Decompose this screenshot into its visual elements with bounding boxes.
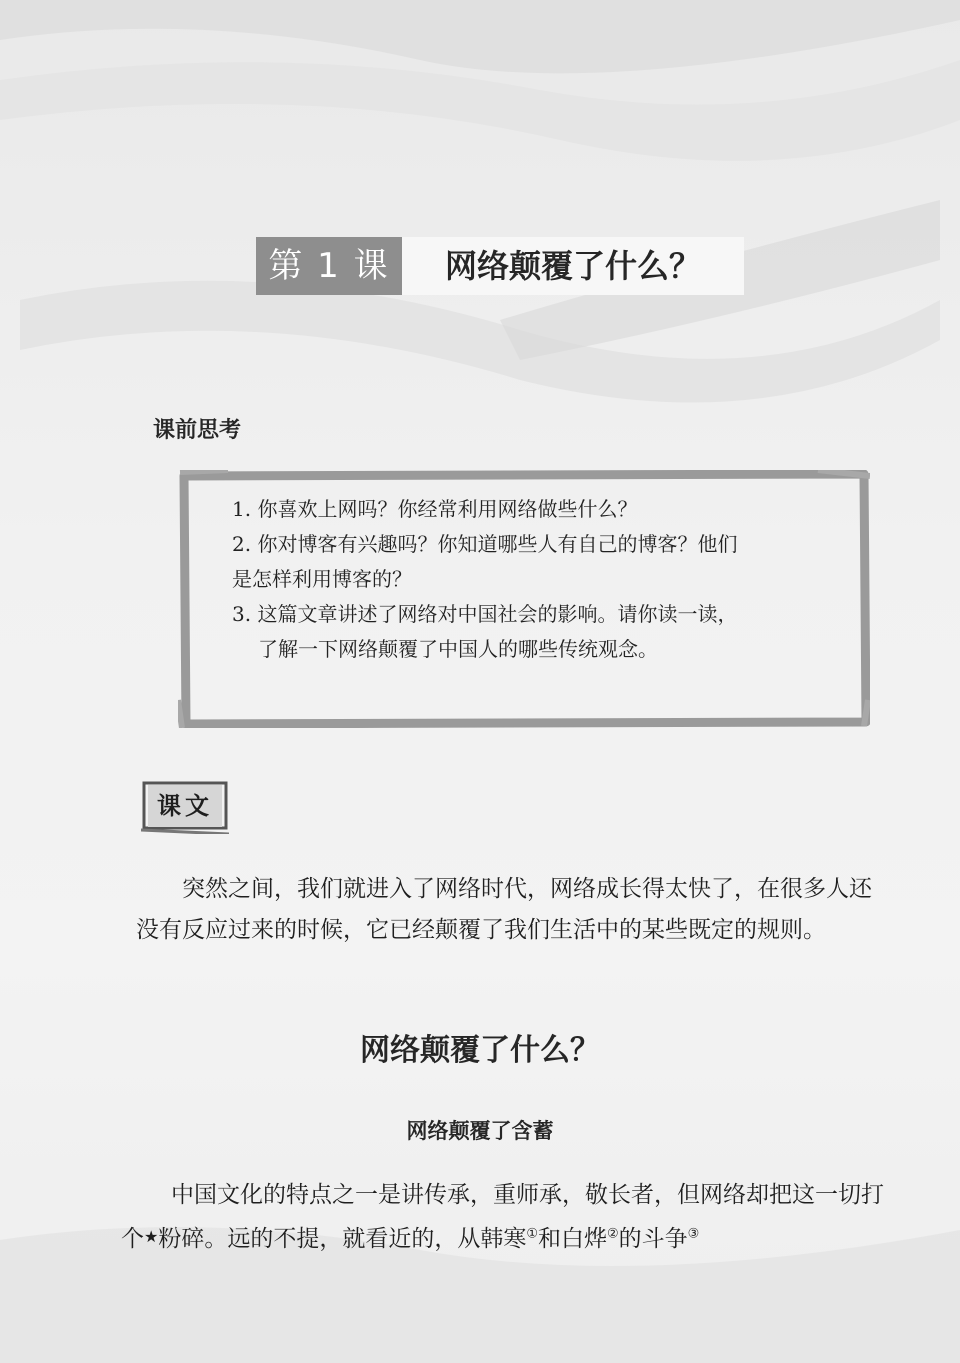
footnote-marker[interactable]: ③ (687, 1226, 700, 1242)
text-label: 课文 (148, 785, 222, 827)
intro-paragraph: 突然之间，我们就进入了网络时代，网络成长得太快了，在很多人还没有反应过来的时候，它已经颠覆了我们生活中的某些既定的规则。 (136, 876, 872, 943)
lesson-banner (256, 237, 744, 295)
star-icon: ★ (144, 1227, 159, 1246)
article-title: 网络颠覆了什么？ (360, 1033, 600, 1068)
prereading-questions-box (178, 470, 870, 728)
footnote-marker[interactable]: ① (526, 1226, 538, 1242)
section-heading: 网络颠覆了含蓄 (406, 1119, 554, 1143)
lesson-title: 网络颠覆了什么？ (402, 237, 744, 295)
question-list (232, 492, 844, 667)
footnote-marker[interactable]: ② (607, 1226, 619, 1242)
lesson-number: 第 1 课 (256, 237, 402, 295)
body-paragraph: 中国文化的特点之一是讲传承，重师承，敬长者，但网络却把这一切打个★粉碎。远的不提，就看近的，从韩寒①和白烨②的斗争③ (121, 1182, 884, 1252)
question-item: 3. 这篇文章讲述了网络对中国社会的影响。请你读一读， 了解一下网络颠覆了中国人的哪些传统观念。 (232, 602, 738, 661)
prereading-heading: 课前思考 (153, 418, 242, 443)
question-item: 2. 你对博客有兴趣吗？你知道哪些人有自己的博客？他们 是怎样利用博客的？ (232, 532, 738, 591)
question-item: 1. 你喜欢上网吗？你经常利用网络做些什么？ (232, 497, 638, 521)
text-section-label (141, 780, 229, 834)
